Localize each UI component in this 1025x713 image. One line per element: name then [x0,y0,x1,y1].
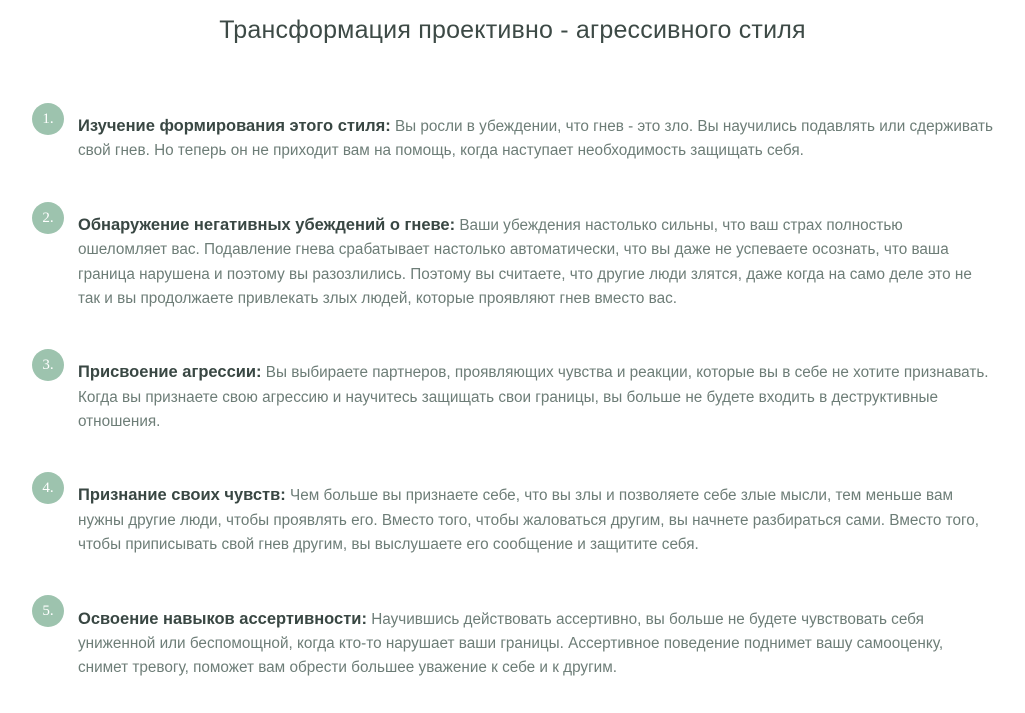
list-item-text [78,606,996,680]
list-item-text [78,359,996,433]
list-marker-3: 3. [32,349,64,381]
list-item-body: Чем больше вы признаете себе, что вы злы и позволяете себе злые мысли, тем меньше вам нужны другие люди, чтобы проявлять его. Вместо того, чтобы жаловаться другим, вы начнете разбираться сами. Вместо того, чтобы приписывать свой гнев другим, вы выслушаете его сообщение и защитите себя. [78,487,979,553]
list-item-body: Научившись действовать ассертивно, вы больше не будете чувствовать себя униженной или беспомощной, когда кто-то нарушает ваши границы. Ассертивное поведение поднимет вашу самооценку, снимет тревогу, поможет вам обрести большее уважение к себе и к другим. [78,610,944,676]
list-item [0,197,1025,326]
list-item-lead: Изучение формирования этого стиля: [78,117,391,136]
list-item-lead: Признание своих чувств: [78,486,286,505]
page-title: Трансформация проективно - агрессивного стиля [219,16,806,44]
list-marker-4: 4. [32,472,64,504]
list-item-text [78,113,996,163]
list-item-text [78,482,996,556]
list-item-lead: Освоение навыков ассертивности: [78,609,367,628]
list-item [0,98,1025,179]
list-item-body: Ваши убеждения настолько сильны, что ваш страх полностью ошеломляет вас. Подавление гнева срабатывает настолько автоматически, что вы даже не успеваете осознать, что ваша граница нарушена и поэтому вы разозлились. Поэтому вы считаете, что другие люди злятся, даже когда на само деле это не так и вы продолжаете привлекать злых людей, которые проявляют гнев вместо вас. [78,217,972,307]
list-item-body: Вы росли в убеждении, что гнев - это зло. Вы научились подавлять или сдерживать свой гнев. Но теперь он не приходит вам на помощь, когда наступает необходимость защищать себя. [78,118,993,160]
steps-list [0,98,1025,713]
list-item [0,467,1025,572]
list-marker-1: 1. [32,103,64,135]
list-item-lead: Обнаружение негативных убеждений о гневе: [78,216,456,235]
list-item-text [78,212,996,311]
list-marker-5: 5. [32,595,64,627]
list-marker-2: 2. [32,202,64,234]
list-item [0,344,1025,449]
list-item-lead: Присвоение агрессии: [78,363,262,382]
list-item-body: Вы выбираете партнеров, проявляющих чувства и реакции, которые вы в себе не хотите признавать. Когда вы признаете свою агрессию и научитесь защищать свои границы, вы больше не будете входить в деструктивные отношения. [78,364,989,430]
list-item [0,590,1025,695]
